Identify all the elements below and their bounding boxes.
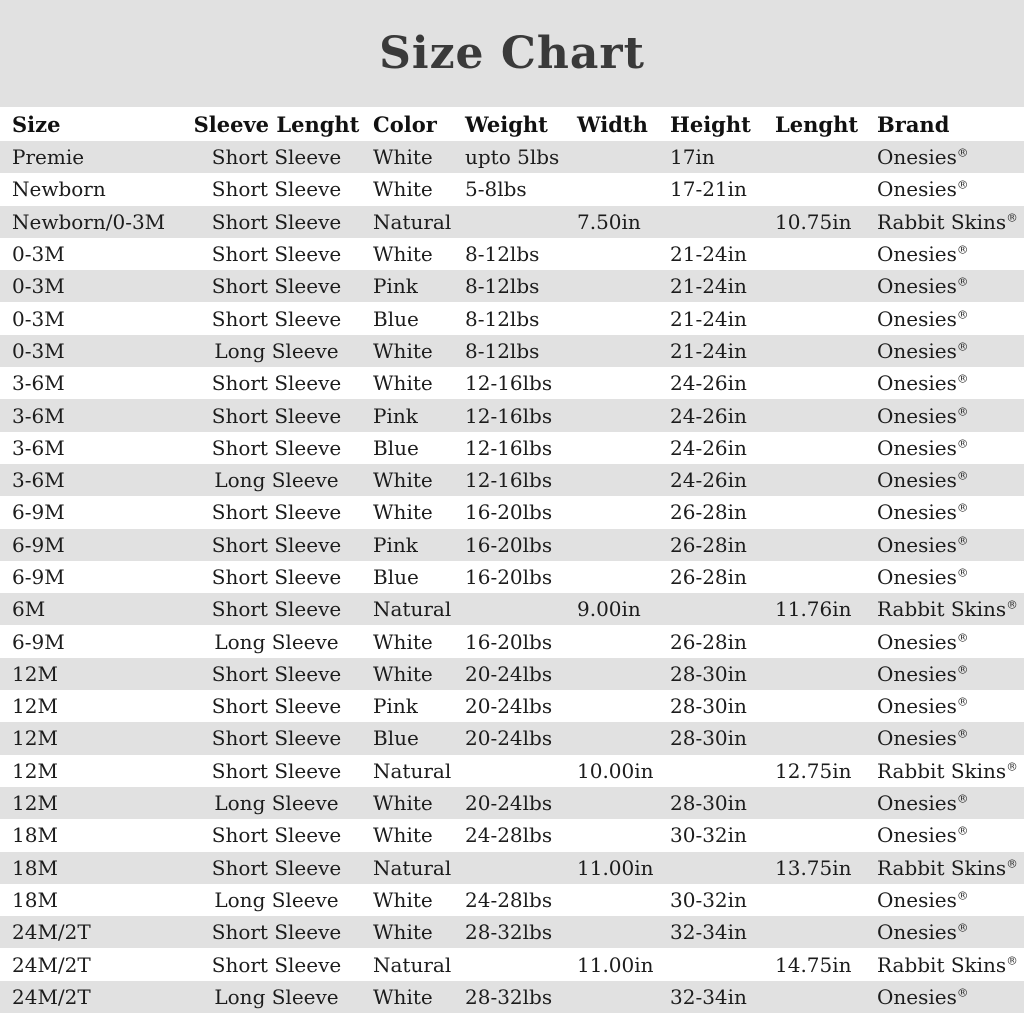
column-header: Weight (465, 107, 577, 141)
cell: Short Sleeve (211, 435, 342, 460)
cell: Rabbit Skins® (877, 597, 1018, 622)
cell: Newborn/0-3M (12, 209, 166, 234)
cell: Newborn (12, 177, 106, 202)
cell (670, 593, 775, 625)
cell: 24-26in (670, 468, 747, 493)
cell (577, 690, 670, 722)
table-body (0, 141, 1024, 1013)
cell: 26-28in (670, 565, 747, 589)
cell: Onesies® (877, 661, 969, 686)
cell: Natural (373, 952, 452, 977)
cell: 24M/2T (12, 984, 91, 1009)
cell: Onesies® (877, 274, 969, 299)
cell: 3-6M (12, 468, 65, 493)
table-row (0, 206, 1024, 238)
cell (577, 238, 670, 270)
cell: 9.00in (577, 597, 641, 622)
cell: Pink (373, 532, 418, 557)
cell: Onesies® (877, 629, 969, 654)
cell: 20-24lbs (465, 726, 553, 751)
cell: 12M (12, 726, 58, 751)
cell (577, 884, 670, 916)
table-row (0, 141, 1024, 173)
cell (577, 141, 670, 173)
cell: 20-24lbs (465, 791, 553, 816)
cell: Natural (373, 597, 452, 622)
cell: 3-6M (12, 435, 65, 460)
cell: 12-16lbs (465, 435, 553, 460)
registered-mark: ® (1006, 952, 1018, 967)
header-row (0, 107, 1024, 141)
cell (577, 496, 670, 528)
cell: Short Sleeve (211, 694, 342, 719)
cell: White (373, 468, 433, 493)
cell: Onesies® (877, 984, 969, 1009)
table-row (0, 335, 1024, 367)
registered-mark: ® (1006, 210, 1018, 225)
cell: Short Sleeve (211, 758, 342, 783)
registered-mark: ® (956, 823, 969, 838)
cell: Long Sleeve (214, 887, 339, 912)
cell (670, 852, 775, 884)
cell: 32-34in (670, 984, 747, 1009)
registered-mark: ® (956, 339, 969, 354)
cell (775, 529, 877, 561)
cell: Natural (373, 209, 452, 234)
cell: 17in (670, 145, 715, 170)
registered-mark: ® (1006, 759, 1018, 774)
column-header: Brand (877, 107, 1024, 141)
cell: Long Sleeve (214, 468, 339, 493)
title-banner (0, 0, 1024, 107)
cell: White (373, 920, 433, 945)
cell: White (373, 338, 433, 363)
cell: Onesies® (877, 177, 969, 202)
cell: Short Sleeve (211, 306, 342, 331)
cell (577, 625, 670, 657)
table-row (0, 238, 1024, 270)
cell (577, 981, 670, 1013)
cell: 0-3M (12, 274, 65, 299)
cell: Short Sleeve (211, 371, 342, 396)
cell: 12M (12, 694, 58, 719)
cell: 30-32in (670, 887, 747, 912)
cell (775, 981, 877, 1013)
cell (577, 335, 670, 367)
cell: 16-20lbs (465, 629, 553, 654)
cell: 12M (12, 661, 58, 686)
cell: Premie (12, 145, 85, 170)
cell: White (373, 242, 433, 267)
cell: 12-16lbs (465, 371, 553, 396)
column-header: Width (577, 107, 670, 141)
column-header: Sleeve Lenght (180, 107, 373, 141)
cell: 24-26in (670, 403, 747, 428)
cell (465, 206, 577, 238)
table-row (0, 884, 1024, 916)
table-row (0, 755, 1024, 787)
cell: Short Sleeve (211, 500, 342, 525)
cell: Short Sleeve (211, 145, 342, 170)
cell: 11.00in (577, 855, 654, 880)
cell: 28-30in (670, 791, 747, 816)
cell (775, 302, 877, 334)
cell: 8-12lbs (465, 306, 540, 331)
registered-mark: ® (956, 726, 969, 741)
cell (775, 432, 877, 464)
cell: Short Sleeve (211, 823, 342, 848)
cell: Short Sleeve (211, 242, 342, 267)
cell: Pink (373, 274, 418, 299)
cell: 12-16lbs (465, 403, 553, 428)
cell: Pink (373, 694, 418, 719)
cell: Long Sleeve (214, 984, 339, 1009)
cell: 12.75in (775, 758, 852, 783)
cell: Onesies® (877, 500, 969, 525)
cell: Short Sleeve (211, 403, 342, 428)
table-row (0, 658, 1024, 690)
cell (775, 335, 877, 367)
cell: Short Sleeve (211, 920, 342, 945)
cell: Onesies® (877, 403, 969, 428)
cell: 26-28in (670, 500, 747, 525)
registered-mark: ® (956, 403, 969, 418)
cell: Onesies® (877, 468, 969, 493)
column-header: Size (0, 107, 180, 141)
cell: 11.76in (775, 597, 852, 622)
cell (465, 852, 577, 884)
cell: 14.75in (775, 952, 852, 977)
cell: 6-9M (12, 565, 65, 589)
cell (465, 755, 577, 787)
table-row (0, 464, 1024, 496)
table-row (0, 819, 1024, 851)
cell: 12M (12, 791, 58, 816)
cell: 24M/2T (12, 952, 91, 977)
table-row (0, 367, 1024, 399)
cell: 16-20lbs (465, 532, 553, 557)
cell (465, 593, 577, 625)
cell (775, 399, 877, 431)
cell: Short Sleeve (211, 855, 342, 880)
cell: Long Sleeve (214, 629, 339, 654)
table-row (0, 432, 1024, 464)
cell: White (373, 145, 433, 170)
cell: White (373, 500, 433, 525)
cell (577, 367, 670, 399)
cell (775, 238, 877, 270)
cell (670, 206, 775, 238)
cell: 5-8lbs (465, 177, 527, 202)
registered-mark: ® (956, 274, 969, 289)
cell: Natural (373, 758, 452, 783)
cell (577, 916, 670, 948)
cell (775, 787, 877, 819)
cell: 0-3M (12, 338, 65, 363)
registered-mark: ® (956, 306, 969, 321)
cell: 21-24in (670, 338, 747, 363)
cell: 24-26in (670, 435, 747, 460)
table-row (0, 561, 1024, 593)
registered-mark: ® (956, 565, 969, 580)
cell: 21-24in (670, 274, 747, 299)
registered-mark: ® (956, 371, 969, 386)
registered-mark: ® (956, 468, 969, 483)
cell: Onesies® (877, 920, 969, 945)
column-header: Height (670, 107, 775, 141)
registered-mark: ® (956, 145, 969, 160)
table-row (0, 787, 1024, 819)
cell: Onesies® (877, 887, 969, 912)
cell (775, 722, 877, 754)
table-row (0, 496, 1024, 528)
cell: 6-9M (12, 629, 65, 654)
cell (775, 561, 877, 593)
cell: Short Sleeve (211, 532, 342, 557)
cell (577, 173, 670, 205)
table-row (0, 981, 1024, 1013)
cell: White (373, 823, 433, 848)
cell (577, 722, 670, 754)
cell: 28-30in (670, 694, 747, 719)
cell: Blue (373, 435, 419, 460)
cell (465, 948, 577, 980)
cell: 6-9M (12, 500, 65, 525)
cell (577, 432, 670, 464)
cell: White (373, 371, 433, 396)
cell: White (373, 177, 433, 202)
page-title: Size Chart (379, 28, 645, 79)
registered-mark: ® (956, 920, 969, 935)
cell: 8-12lbs (465, 274, 540, 299)
cell: 10.75in (775, 209, 852, 234)
cell: Blue (373, 306, 419, 331)
cell (775, 884, 877, 916)
cell: Short Sleeve (211, 177, 342, 202)
cell (670, 755, 775, 787)
cell (577, 561, 670, 593)
cell (670, 948, 775, 980)
table-row (0, 690, 1024, 722)
cell: 6-9M (12, 532, 65, 557)
cell: 18M (12, 823, 58, 848)
cell: White (373, 887, 433, 912)
cell: 21-24in (670, 306, 747, 331)
cell: 26-28in (670, 532, 747, 557)
cell (577, 529, 670, 561)
cell: Short Sleeve (211, 274, 342, 299)
cell: Onesies® (877, 726, 969, 751)
table-row (0, 625, 1024, 657)
cell (577, 658, 670, 690)
cell (577, 270, 670, 302)
cell: 12M (12, 758, 58, 783)
cell: 28-30in (670, 726, 747, 751)
cell: 30-32in (670, 823, 747, 848)
cell: 24-26in (670, 371, 747, 396)
cell (775, 690, 877, 722)
cell: Onesies® (877, 338, 969, 363)
table-row (0, 722, 1024, 754)
cell (577, 464, 670, 496)
cell: 6M (12, 597, 46, 622)
cell: Onesies® (877, 532, 969, 557)
cell: Blue (373, 565, 419, 589)
cell (775, 819, 877, 851)
cell (775, 270, 877, 302)
cell (577, 787, 670, 819)
cell: Onesies® (877, 435, 969, 460)
cell: Onesies® (877, 823, 969, 848)
cell: 3-6M (12, 403, 65, 428)
cell: White (373, 984, 433, 1009)
table-row (0, 270, 1024, 302)
cell: 20-24lbs (465, 694, 553, 719)
cell: Rabbit Skins® (877, 855, 1018, 880)
cell: Short Sleeve (211, 209, 342, 234)
cell: White (373, 791, 433, 816)
table-row (0, 302, 1024, 334)
cell: 8-12lbs (465, 338, 540, 363)
cell: Long Sleeve (214, 338, 339, 363)
registered-mark: ® (956, 533, 969, 548)
registered-mark: ® (956, 436, 969, 451)
cell: Onesies® (877, 694, 969, 719)
cell (775, 367, 877, 399)
cell: 18M (12, 855, 58, 880)
registered-mark: ® (956, 177, 969, 192)
table-row (0, 173, 1024, 205)
cell: Onesies® (877, 306, 969, 331)
registered-mark: ® (956, 694, 969, 709)
table-row (0, 948, 1024, 980)
cell: 0-3M (12, 306, 65, 331)
cell: 10.00in (577, 758, 654, 783)
registered-mark: ® (956, 662, 969, 677)
cell: 24M/2T (12, 920, 91, 945)
table-row (0, 593, 1024, 625)
table-row (0, 529, 1024, 561)
cell: 16-20lbs (465, 565, 553, 589)
cell: 16-20lbs (465, 500, 553, 525)
cell: Onesies® (877, 145, 969, 170)
registered-mark: ® (956, 629, 969, 644)
cell: Pink (373, 403, 418, 428)
cell: upto 5lbs (465, 145, 560, 170)
cell: 24-28lbs (465, 887, 553, 912)
cell (775, 496, 877, 528)
cell: 11.00in (577, 952, 654, 977)
cell: 12-16lbs (465, 468, 553, 493)
table-row (0, 916, 1024, 948)
cell: Short Sleeve (211, 597, 342, 622)
cell: 20-24lbs (465, 661, 553, 686)
cell: Short Sleeve (211, 661, 342, 686)
cell: Rabbit Skins® (877, 952, 1018, 977)
cell (775, 173, 877, 205)
cell: Short Sleeve (211, 726, 342, 751)
cell: Blue (373, 726, 419, 751)
registered-mark: ® (1006, 856, 1018, 871)
cell: 28-32lbs (465, 984, 553, 1009)
registered-mark: ® (956, 888, 969, 903)
registered-mark: ® (1006, 597, 1018, 612)
cell: 28-32lbs (465, 920, 553, 945)
cell: 28-30in (670, 661, 747, 686)
cell: 0-3M (12, 242, 65, 267)
cell: 26-28in (670, 629, 747, 654)
cell: 7.50in (577, 209, 641, 234)
cell (577, 399, 670, 431)
cell (775, 658, 877, 690)
cell: 8-12lbs (465, 242, 540, 267)
cell: Rabbit Skins® (877, 209, 1018, 234)
registered-mark: ® (956, 500, 969, 515)
cell: Rabbit Skins® (877, 758, 1018, 783)
cell: Onesies® (877, 565, 969, 589)
cell: White (373, 629, 433, 654)
table-row (0, 399, 1024, 431)
cell: Short Sleeve (211, 952, 342, 977)
cell (775, 625, 877, 657)
cell (577, 819, 670, 851)
registered-mark: ® (956, 791, 969, 806)
registered-mark: ® (956, 242, 969, 257)
registered-mark: ® (956, 985, 969, 1000)
cell: Onesies® (877, 242, 969, 267)
cell: 21-24in (670, 242, 747, 267)
cell: 3-6M (12, 371, 65, 396)
cell: 24-28lbs (465, 823, 553, 848)
cell (775, 916, 877, 948)
cell: 17-21in (670, 177, 747, 202)
cell (775, 464, 877, 496)
table-row (0, 852, 1024, 884)
cell: 18M (12, 887, 58, 912)
cell: Natural (373, 855, 452, 880)
column-header: Lenght (775, 107, 877, 141)
cell: Onesies® (877, 791, 969, 816)
column-header: Color (373, 107, 465, 141)
cell (577, 302, 670, 334)
cell (775, 141, 877, 173)
cell: 13.75in (775, 855, 852, 880)
size-chart-table (0, 107, 1024, 1013)
cell: White (373, 661, 433, 686)
cell: 32-34in (670, 920, 747, 945)
cell: Short Sleeve (211, 565, 342, 589)
cell: Long Sleeve (214, 791, 339, 816)
cell: Onesies® (877, 371, 969, 396)
